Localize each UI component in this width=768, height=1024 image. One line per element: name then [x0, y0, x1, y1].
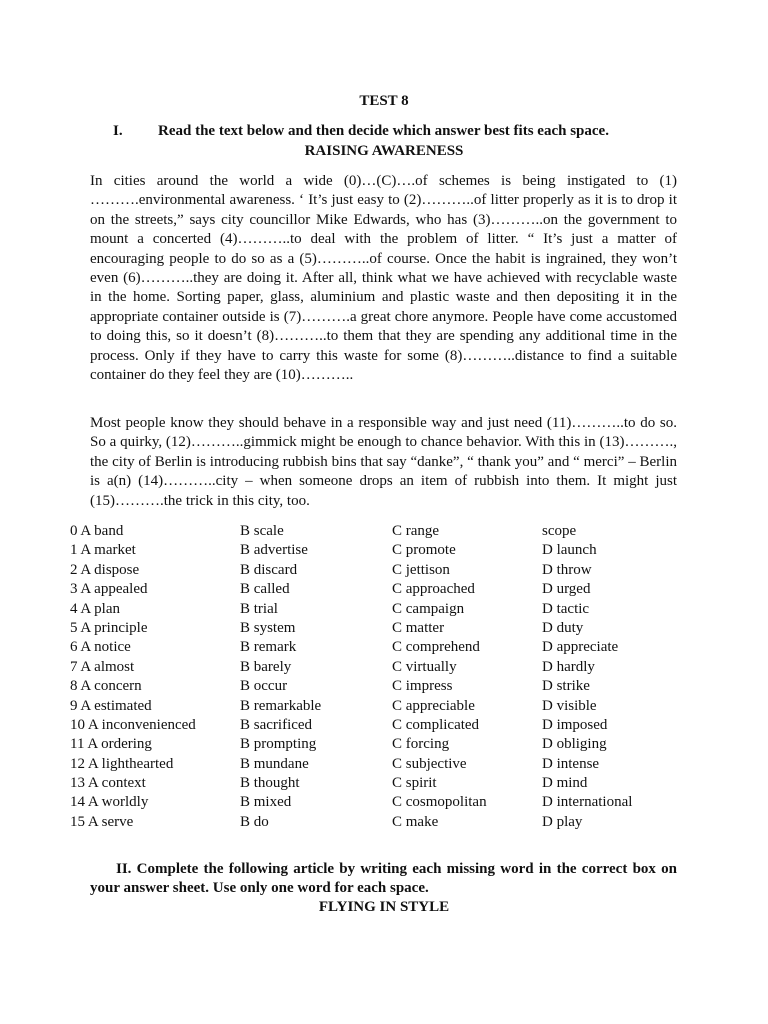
- passage-paragraph-2: Most people know they should behave in a responsible way and just need (11)………..to do so. So a quirky, (12)………..gimmick might be enough to chance behavior. With this in (13)………., the city of Berlin is introducing rubbish bins that say “danke”, “ thank you” and “ merci” – Berlin is a(n) (14)………..city – when someone drops an item of rubbish into them. It might just (15)……….the trick in this city, too.: [90, 415, 677, 509]
- option-a: 0 A band: [70, 523, 124, 539]
- option-d: D duty: [542, 619, 584, 636]
- option-d: D play: [542, 813, 583, 830]
- option-b: B mixed: [240, 794, 292, 811]
- option-c: C comprehend: [392, 639, 480, 656]
- option-a: 11 A ordering: [70, 736, 152, 753]
- option-d: scope: [542, 523, 577, 539]
- option-row: [70, 793, 710, 812]
- option-d: D appreciate: [542, 639, 619, 656]
- option-row: [70, 541, 710, 560]
- option-row: [70, 677, 710, 696]
- option-b: B remarkable: [240, 697, 322, 714]
- option-c: C range: [392, 523, 440, 539]
- option-c: C approached: [392, 581, 475, 598]
- test-title: TEST 8: [359, 93, 409, 109]
- option-c: C appreciable: [392, 697, 475, 714]
- option-d: D mind: [542, 775, 588, 792]
- section1-instruction: Read the text below and then decide which answer best fits each space.: [158, 123, 609, 139]
- option-b: B called: [240, 581, 290, 598]
- option-b: B do: [240, 813, 269, 830]
- option-row: [70, 735, 710, 754]
- section2-instruction: II. Complete the following article by writing each missing word in the correct box on your answer sheet. Use only one word for each space.: [90, 861, 677, 897]
- section1-number: I.: [113, 123, 123, 139]
- option-b: B advertise: [240, 542, 308, 559]
- option-row: [70, 658, 710, 677]
- option-a: 14 A worldly: [70, 794, 149, 811]
- option-c: C cosmopolitan: [392, 794, 487, 811]
- option-b: B trial: [240, 600, 278, 617]
- option-b: B sacrificed: [240, 716, 313, 733]
- option-row: [70, 755, 710, 774]
- option-a: 10 A inconvenienced: [70, 716, 196, 733]
- option-d: D visible: [542, 697, 597, 714]
- option-row: [70, 600, 710, 619]
- option-a: 3 A appealed: [70, 581, 148, 598]
- option-b: B discard: [240, 561, 298, 578]
- option-d: D international: [542, 794, 633, 811]
- option-row: [70, 813, 710, 832]
- option-c: C jettison: [392, 561, 450, 578]
- option-a: 15 A serve: [70, 813, 134, 830]
- option-b: B thought: [240, 775, 300, 792]
- option-c: C promote: [392, 542, 456, 559]
- option-c: C impress: [392, 678, 453, 695]
- option-a: 4 A plan: [70, 600, 121, 617]
- option-d: D launch: [542, 542, 597, 559]
- section1-title: RAISING AWARENESS: [304, 143, 464, 159]
- option-row: [70, 638, 710, 657]
- option-c: C spirit: [392, 775, 437, 792]
- option-a: 5 A principle: [70, 619, 148, 636]
- section1-instruction-line: [113, 123, 609, 140]
- option-row: [70, 561, 710, 580]
- option-d: D intense: [542, 755, 600, 772]
- option-a: 2 A dispose: [70, 561, 140, 578]
- option-a: 13 A context: [70, 775, 146, 792]
- option-row: [70, 619, 710, 638]
- option-d: D throw: [542, 561, 592, 578]
- option-row: [70, 580, 710, 599]
- option-c: C campaign: [392, 600, 465, 617]
- option-b: B scale: [240, 523, 284, 539]
- option-c: C matter: [392, 619, 445, 636]
- option-c: C subjective: [392, 755, 467, 772]
- option-b: B occur: [240, 678, 288, 695]
- option-b: B remark: [240, 639, 297, 656]
- option-row: [70, 522, 710, 541]
- option-row: [70, 716, 710, 735]
- option-a: 8 A concern: [70, 678, 142, 695]
- option-b: B system: [240, 619, 296, 636]
- option-d: D obliging: [542, 736, 607, 753]
- option-a: 7 A almost: [70, 658, 135, 675]
- option-d: D imposed: [542, 716, 608, 733]
- option-d: D tactic: [542, 600, 590, 617]
- option-d: D hardly: [542, 658, 595, 675]
- option-b: B mundane: [240, 755, 309, 772]
- option-a: 6 A notice: [70, 639, 131, 656]
- option-b: B barely: [240, 658, 292, 675]
- section2-title: FLYING IN STYLE: [318, 899, 450, 915]
- option-c: C virtually: [392, 658, 457, 675]
- option-a: 1 A market: [70, 542, 136, 559]
- answer-options-table: [70, 522, 710, 832]
- option-c: C forcing: [392, 736, 450, 753]
- passage-paragraph-1: In cities around the world a wide (0)…(C)….of schemes is being instigated to (1) ……….environmental awareness. ‘ It’s just easy to (2)………..of litter properly as it is to drop it on the streets,” says city councillor Mike Edwards, who has (3)………..on the government to mount a concerted (4)………..to deal with the problem of litter. “ It’s just a matter of encouraging people to do so as a (5)………..of course. Once the habit is ingrained, they won’t even (6)………..they are doing it. After all, think what we have achieved with recyclable waste in the home. Sorting paper, glass, aluminium and plastic waste and then depositing it in the appropriate container outside is (7)……….a great chore anymore. People have come accustomed to doing this, so it doesn’t (8)………..to them that they are spending any additional time in the process. Only if they have to carry this waste for some (8)………..distance to find a suitable container do they feel they are (10)………..: [90, 173, 677, 384]
- option-d: D urged: [542, 581, 591, 598]
- option-b: B prompting: [240, 736, 317, 753]
- option-c: C complicated: [392, 716, 480, 733]
- option-row: [70, 697, 710, 716]
- option-c: C make: [392, 813, 439, 830]
- option-row: [70, 774, 710, 793]
- option-d: D strike: [542, 678, 590, 695]
- option-a: 9 A estimated: [70, 697, 152, 714]
- option-a: 12 A lighthearted: [70, 755, 174, 772]
